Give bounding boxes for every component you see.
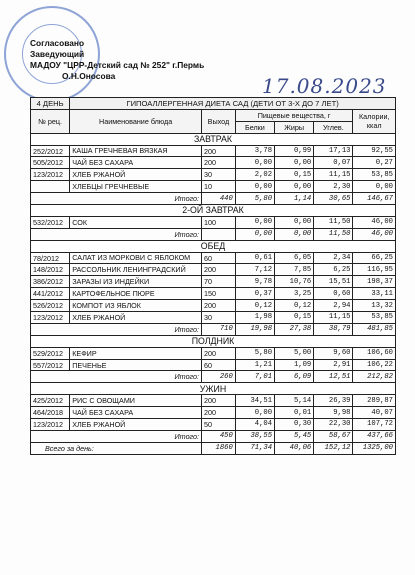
rec-no-cell: 123/2012 <box>31 169 70 181</box>
grand-total-fats: 40,06 <box>275 442 314 454</box>
diet-title: ГИПОАЛЛЕРГЕННАЯ ДИЕТА САД (ДЕТИ ОТ 3-Х ДО 7 ЛЕТ) <box>70 98 396 110</box>
rec-no-cell: 464/2018 <box>31 407 70 419</box>
table-row <box>31 145 396 157</box>
section-total-row <box>31 430 396 442</box>
carbs-cell: 2,34 <box>314 252 353 264</box>
table-row <box>31 347 396 359</box>
dish-name-cell: ХЛЕБ РЖАНОЙ <box>70 169 202 181</box>
output-cell: 100 <box>202 216 236 228</box>
total-proteins: 38,55 <box>235 430 274 442</box>
col-header-rec-no: № рец. <box>31 109 70 133</box>
calories-cell: 66,25 <box>353 252 396 264</box>
calories-cell: 198,37 <box>353 276 396 288</box>
rec-no-cell: 252/2012 <box>31 145 70 157</box>
section-title: ОБЕД <box>31 240 396 252</box>
total-label: Итого: <box>31 323 202 335</box>
grand-total-calories: 1325,00 <box>353 442 396 454</box>
fats-cell: 7,85 <box>275 264 314 276</box>
total-calories: 46,00 <box>353 228 396 240</box>
approval-line-head: Заведующий <box>30 49 85 59</box>
table-row <box>31 288 396 300</box>
output-cell: 200 <box>202 300 236 312</box>
proteins-cell: 4,04 <box>235 419 274 431</box>
rec-no-cell: 386/2012 <box>31 276 70 288</box>
dish-name-cell: СОК <box>70 216 202 228</box>
calories-cell: 46,00 <box>353 216 396 228</box>
carbs-cell: 2,91 <box>314 359 353 371</box>
section-header-row <box>31 133 396 145</box>
dish-name-cell: ХЛЕБ РЖАНОЙ <box>70 419 202 431</box>
grand-total-proteins: 71,34 <box>235 442 274 454</box>
total-output: 710 <box>202 323 236 335</box>
carbs-cell: 26,39 <box>314 395 353 407</box>
total-output: 450 <box>202 430 236 442</box>
total-fats: 1,14 <box>275 193 314 205</box>
fats-cell: 0,15 <box>275 312 314 324</box>
section-total-row <box>31 228 396 240</box>
proteins-cell: 1,21 <box>235 359 274 371</box>
fats-cell: 5,14 <box>275 395 314 407</box>
output-cell: 70 <box>202 276 236 288</box>
rec-no-cell: 526/2012 <box>31 300 70 312</box>
total-carbs: 30,65 <box>314 193 353 205</box>
output-cell: 200 <box>202 145 236 157</box>
calories-cell: 289,87 <box>353 395 396 407</box>
rec-no-cell: 441/2012 <box>31 288 70 300</box>
proteins-cell: 0,37 <box>235 288 274 300</box>
rec-no-cell: 532/2012 <box>31 216 70 228</box>
col-header-calories: Калории, ккал <box>353 109 396 133</box>
total-proteins: 19,98 <box>235 323 274 335</box>
fats-cell: 6,05 <box>275 252 314 264</box>
total-calories: 146,67 <box>353 193 396 205</box>
total-proteins: 0,00 <box>235 228 274 240</box>
total-calories: 212,82 <box>353 371 396 383</box>
table-row <box>31 359 396 371</box>
calories-cell: 116,95 <box>353 264 396 276</box>
total-carbs: 38,79 <box>314 323 353 335</box>
dish-name-cell: ЧАЙ БЕЗ САХАРА <box>70 407 202 419</box>
calories-cell: 107,72 <box>353 419 396 431</box>
rec-no-cell: 78/2012 <box>31 252 70 264</box>
carbs-cell: 17,13 <box>314 145 353 157</box>
carbs-cell: 2,94 <box>314 300 353 312</box>
rec-no-cell <box>31 181 70 193</box>
proteins-cell: 7,12 <box>235 264 274 276</box>
section-header-row <box>31 335 396 347</box>
table-row <box>31 276 396 288</box>
fats-cell: 5,00 <box>275 347 314 359</box>
output-cell: 200 <box>202 264 236 276</box>
dish-name-cell: ХЛЕБ РЖАНОЙ <box>70 312 202 324</box>
fats-cell: 0,12 <box>275 300 314 312</box>
rec-no-cell: 529/2012 <box>31 347 70 359</box>
calories-cell: 40,07 <box>353 407 396 419</box>
calories-cell: 53,85 <box>353 169 396 181</box>
output-cell: 200 <box>202 157 236 169</box>
output-cell: 10 <box>202 181 236 193</box>
proteins-cell: 0,61 <box>235 252 274 264</box>
proteins-cell: 0,00 <box>235 181 274 193</box>
section-title: УЖИН <box>31 383 396 395</box>
calories-cell: 53,85 <box>353 312 396 324</box>
calories-cell: 106,60 <box>353 347 396 359</box>
fats-cell: 0,15 <box>275 169 314 181</box>
output-cell: 60 <box>202 359 236 371</box>
fats-cell: 0,01 <box>275 407 314 419</box>
proteins-cell: 2,02 <box>235 169 274 181</box>
table-row <box>31 395 396 407</box>
table-row <box>31 252 396 264</box>
section-header-row <box>31 205 396 217</box>
carbs-cell: 15,51 <box>314 276 353 288</box>
total-output: 260 <box>202 371 236 383</box>
table-title-row <box>31 98 396 110</box>
fats-cell: 3,25 <box>275 288 314 300</box>
section-title: ПОЛДНИК <box>31 335 396 347</box>
total-proteins: 5,80 <box>235 193 274 205</box>
dish-name-cell: ПЕЧЕНЬЕ <box>70 359 202 371</box>
output-cell: 200 <box>202 347 236 359</box>
table-row <box>31 300 396 312</box>
output-cell: 30 <box>202 312 236 324</box>
proteins-cell: 5,80 <box>235 347 274 359</box>
grand-total-carbs: 152,12 <box>314 442 353 454</box>
carbs-cell: 9,60 <box>314 347 353 359</box>
table-row <box>31 169 396 181</box>
carbs-cell: 11,15 <box>314 312 353 324</box>
total-fats: 27,38 <box>275 323 314 335</box>
table-row <box>31 157 396 169</box>
handwritten-date: 17.08.2023 <box>262 74 387 98</box>
rec-no-cell: 425/2012 <box>31 395 70 407</box>
grand-total-output: 1860 <box>202 442 236 454</box>
fats-cell: 0,30 <box>275 419 314 431</box>
fats-cell: 10,76 <box>275 276 314 288</box>
proteins-cell: 3,78 <box>235 145 274 157</box>
total-label: Итого: <box>31 193 202 205</box>
approval-line-agreed: Согласовано <box>30 38 85 48</box>
output-cell: 200 <box>202 395 236 407</box>
total-label: Итого: <box>31 228 202 240</box>
col-header-carbs: Углев. <box>314 121 353 133</box>
col-header-fats: Жиры <box>275 121 314 133</box>
proteins-cell: 1,98 <box>235 312 274 324</box>
output-cell: 30 <box>202 169 236 181</box>
carbs-cell: 0,07 <box>314 157 353 169</box>
dish-name-cell: ЗАРАЗЫ ИЗ ИНДЕЙКИ <box>70 276 202 288</box>
fats-cell: 0,00 <box>275 181 314 193</box>
section-title: 2-ОЙ ЗАВТРАК <box>31 205 396 217</box>
calories-cell: 106,22 <box>353 359 396 371</box>
table-row <box>31 312 396 324</box>
output-cell: 60 <box>202 252 236 264</box>
dish-name-cell: КАША ГРЕЧНЕВАЯ ВЯЗКАЯ <box>70 145 202 157</box>
total-fats: 6,09 <box>275 371 314 383</box>
total-label: Итого: <box>31 430 202 442</box>
grand-total-row <box>31 442 396 454</box>
carbs-cell: 11,15 <box>314 169 353 181</box>
proteins-cell: 34,51 <box>235 395 274 407</box>
total-calories: 437,66 <box>353 430 396 442</box>
total-carbs: 58,67 <box>314 430 353 442</box>
dish-name-cell: ХЛЕБЦЫ ГРЕЧНЕВЫЕ <box>70 181 202 193</box>
table-row <box>31 407 396 419</box>
output-cell: 200 <box>202 407 236 419</box>
table-row <box>31 216 396 228</box>
dish-name-cell: КЕФИР <box>70 347 202 359</box>
menu-table <box>30 97 396 455</box>
col-header-dish: Наименование блюда <box>70 109 202 133</box>
carbs-cell: 6,25 <box>314 264 353 276</box>
approval-header <box>30 38 204 82</box>
rec-no-cell: 505/2012 <box>31 157 70 169</box>
fats-cell: 1,09 <box>275 359 314 371</box>
total-output <box>202 228 236 240</box>
proteins-cell: 0,00 <box>235 157 274 169</box>
calories-cell: 13,32 <box>353 300 396 312</box>
total-calories: 481,85 <box>353 323 396 335</box>
total-output: 440 <box>202 193 236 205</box>
col-header-output: Выход <box>202 109 236 133</box>
approval-line-institution: МАДОУ "ЦРР-Детский сад № 252" г.Пермь <box>30 60 205 70</box>
calories-cell: 0,27 <box>353 157 396 169</box>
dish-name-cell: РАССОЛЬНИК ЛЕНИНГРАДСКИЙ <box>70 264 202 276</box>
carbs-cell: 9,98 <box>314 407 353 419</box>
rec-no-cell: 557/2012 <box>31 359 70 371</box>
fats-cell: 0,00 <box>275 216 314 228</box>
carbs-cell: 2,30 <box>314 181 353 193</box>
carbs-cell: 11,50 <box>314 216 353 228</box>
dish-name-cell: ЧАЙ БЕЗ САХАРА <box>70 157 202 169</box>
output-cell: 150 <box>202 288 236 300</box>
total-label: Итого: <box>31 371 202 383</box>
calories-cell: 92,55 <box>353 145 396 157</box>
rec-no-cell: 148/2012 <box>31 264 70 276</box>
total-proteins: 7,01 <box>235 371 274 383</box>
carbs-cell: 0,60 <box>314 288 353 300</box>
section-header-row <box>31 240 396 252</box>
fats-cell: 0,99 <box>275 145 314 157</box>
section-total-row <box>31 193 396 205</box>
output-cell: 50 <box>202 419 236 431</box>
carbs-cell: 22,30 <box>314 419 353 431</box>
section-total-row <box>31 323 396 335</box>
rec-no-cell: 123/2012 <box>31 419 70 431</box>
fats-cell: 0,00 <box>275 157 314 169</box>
dish-name-cell: КАРТОФЕЛЬНОЕ ПЮРЕ <box>70 288 202 300</box>
proteins-cell: 0,00 <box>235 216 274 228</box>
total-fats: 5,45 <box>275 430 314 442</box>
section-header-row <box>31 383 396 395</box>
section-total-row <box>31 371 396 383</box>
col-header-nutrients: Пищевые вещества, г <box>235 109 353 121</box>
dish-name-cell: РИС С ОВОЩАМИ <box>70 395 202 407</box>
proteins-cell: 0,12 <box>235 300 274 312</box>
total-carbs: 11,50 <box>314 228 353 240</box>
grand-total-label: Всего за день: <box>31 442 202 454</box>
table-row <box>31 419 396 431</box>
section-title: ЗАВТРАК <box>31 133 396 145</box>
col-header-proteins: Белки <box>235 121 274 133</box>
column-header-row-1 <box>31 109 396 121</box>
day-label: 4 ДЕНЬ <box>31 98 70 110</box>
total-fats: 0,00 <box>275 228 314 240</box>
proteins-cell: 0,00 <box>235 407 274 419</box>
table-row <box>31 264 396 276</box>
proteins-cell: 9,78 <box>235 276 274 288</box>
dish-name-cell: КОМПОТ ИЗ ЯБЛОК <box>70 300 202 312</box>
table-row <box>31 181 396 193</box>
dish-name-cell: САЛАТ ИЗ МОРКОВИ С ЯБЛОКОМ <box>70 252 202 264</box>
calories-cell: 0,00 <box>353 181 396 193</box>
approval-line-name: О.Н.Оносова <box>62 71 116 81</box>
calories-cell: 33,11 <box>353 288 396 300</box>
total-carbs: 12,51 <box>314 371 353 383</box>
rec-no-cell: 123/2012 <box>31 312 70 324</box>
